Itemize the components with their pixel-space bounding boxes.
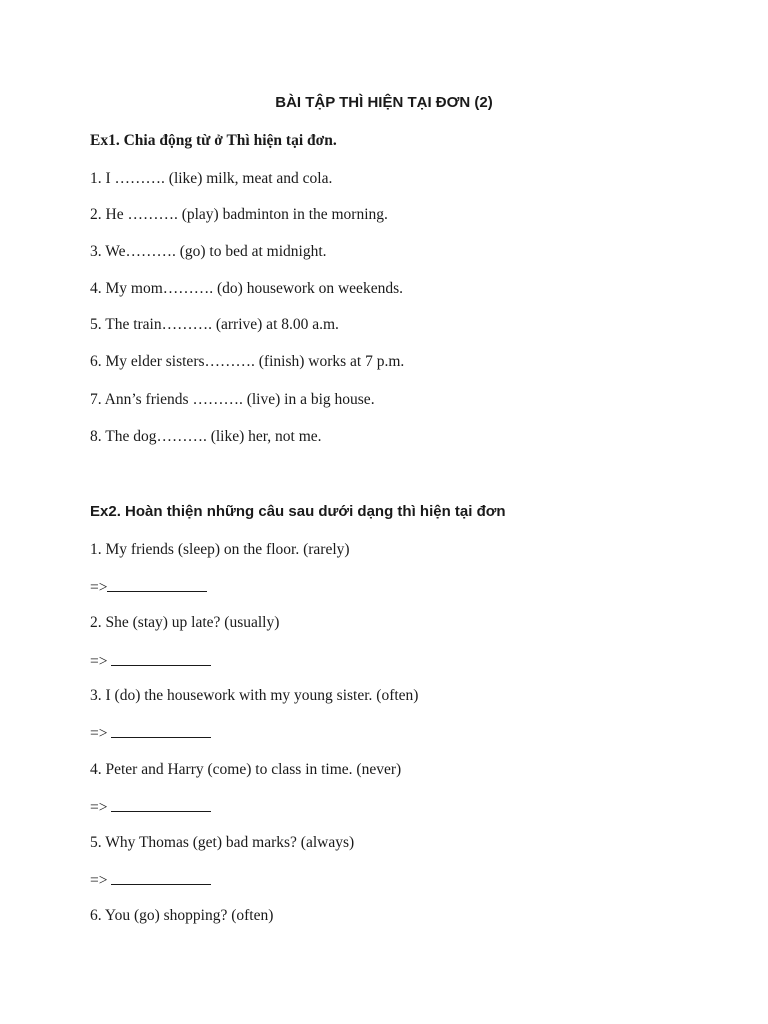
page-title: BÀI TẬP THÌ HIỆN TẠI ĐƠN (2) [275,94,493,111]
ex1-item-6: 6. My elder sisters………. (finish) works at 7 p.m. [90,353,405,370]
ex1-item-8: 8. The dog………. (like) her, not me. [90,428,322,445]
ex1-item-5: 5. The train………. (arrive) at 8.00 a.m. [90,316,339,333]
answer-blank[interactable] [111,651,211,666]
answer-arrow: => [90,872,108,889]
ex2-answer-5 [90,870,211,890]
answer-arrow: => [90,725,108,742]
ex2-item-6: 6. You (go) shopping? (often) [90,907,274,924]
answer-blank[interactable] [111,870,211,885]
ex2-item-3: 3. I (do) the housework with my young sister. (often) [90,687,419,704]
ex2-heading: Ex2. Hoàn thiện những câu sau dưới dạng thì hiện tại đơn [90,503,506,520]
answer-arrow: => [90,579,108,596]
answer-blank[interactable] [111,723,211,738]
ex1-heading: Ex1. Chia động từ ở Thì hiện tại đơn. [90,132,337,149]
ex1-item-7: 7. Ann’s friends ………. (live) in a big house. [90,391,375,408]
ex1-item-4: 4. My mom………. (do) housework on weekends. [90,280,403,297]
answer-blank[interactable] [111,797,211,812]
answer-blank[interactable] [107,577,207,592]
ex2-answer-1 [90,577,207,597]
ex2-item-1: 1. My friends (sleep) on the floor. (rarely) [90,541,350,558]
answer-arrow: => [90,799,108,816]
ex1-item-1: 1. I ………. (like) milk, meat and cola. [90,170,333,187]
ex2-answer-4 [90,797,211,817]
ex1-item-2: 2. He ………. (play) badminton in the morning. [90,206,388,223]
ex2-item-4: 4. Peter and Harry (come) to class in time. (never) [90,761,402,778]
ex2-item-2: 2. She (stay) up late? (usually) [90,614,280,631]
ex2-item-5: 5. Why Thomas (get) bad marks? (always) [90,834,355,851]
ex2-answer-2 [90,651,211,671]
ex1-item-3: 3. We………. (go) to bed at midnight. [90,243,327,260]
ex2-answer-3 [90,723,211,743]
answer-arrow: => [90,653,108,670]
